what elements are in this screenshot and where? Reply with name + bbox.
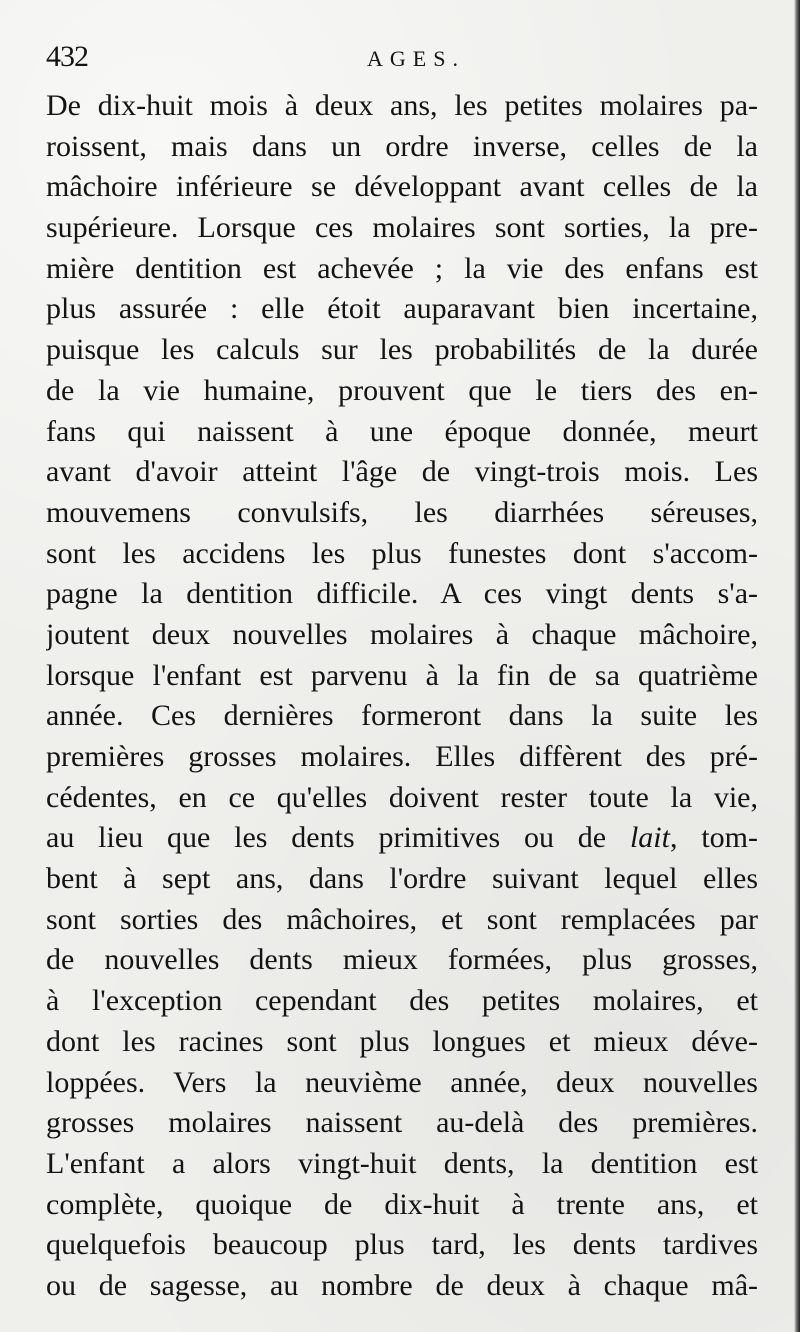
text-line: complète, quoique de dix-huit à trente ans, et [46, 1187, 758, 1221]
text-line: bent à sept ans, dans l'ordre suivant lequel elles [46, 862, 758, 896]
italic-word: lait [629, 821, 670, 855]
text-line: mière dentition est achevée ; la vie des enfans est [46, 251, 758, 285]
text-line: joutent deux nouvelles molaires à chaque mâchoire, [46, 617, 758, 651]
text-line: puisque les calculs sur les probabilités de la durée [46, 333, 758, 367]
page-edge-shadow [794, 0, 800, 1332]
text-line: sont les accidens les plus funestes dont s'accom- [46, 536, 758, 570]
text-line: de nouvelles dents mieux formées, plus grosses, [46, 943, 758, 977]
text-line: fans qui naissent à une époque donnée, meurt [46, 414, 758, 448]
text-line: De dix-huit mois à deux ans, les petites molaires pa- [46, 89, 758, 122]
text-line: L'enfant a alors vingt-huit dents, la dentition est [46, 1146, 758, 1180]
text-line: de la vie humaine, prouvent que le tiers des en- [46, 373, 758, 407]
text-line: grosses molaires naissent au-delà des premières. [46, 1106, 758, 1140]
text-line: avant d'avoir atteint l'âge de vingt-trois mois. Les [46, 455, 758, 489]
text-line: année. Ces dernières formeront dans la suite les [46, 699, 758, 733]
text-line: ou de sagesse, au nombre de deux à chaque mâ- [46, 1268, 758, 1302]
text-line: cédentes, en ce qu'elles doivent rester toute la vie, [46, 780, 758, 814]
text-line: supérieure. Lorsque ces molaires sont sorties, la pre- [46, 211, 758, 245]
text-line: mouvemens convulsifs, les diarrhées séreuses, [46, 495, 758, 529]
text-line: mâchoire inférieure se développant avant celles de la [46, 170, 758, 204]
body-text [46, 86, 758, 1307]
text-line: sont sorties des mâchoires, et sont remplacées par [46, 902, 758, 936]
text-segment: , tom- [669, 821, 758, 855]
text-line: roissent, mais dans un ordre inverse, celles de la [46, 129, 758, 163]
text-line: loppées. Vers la neuvième année, deux nouvelles [46, 1065, 758, 1099]
text-line: pagne la dentition difficile. A ces vingt dents s'a- [46, 577, 758, 611]
running-head: AGES. [367, 46, 465, 71]
text-line [46, 818, 758, 859]
text-line: dont les racines sont plus longues et mieux déve- [46, 1024, 758, 1058]
text-line: à l'exception cependant des petites molaires, et [46, 984, 758, 1018]
text-line: plus assurée : elle étoit auparavant bien incertaine, [46, 292, 758, 326]
text-segment: au lieu que les dents primitives ou de [46, 821, 630, 855]
page-number: 432 [46, 40, 88, 73]
page-header [46, 38, 758, 78]
text-line: lorsque l'enfant est parvenu à la fin de sa quatrième [46, 658, 758, 692]
text-line: premières grosses molaires. Elles diffèrent des pré- [46, 740, 758, 773]
text-line: quelquefois beaucoup plus tard, les dents tardives [46, 1228, 758, 1262]
